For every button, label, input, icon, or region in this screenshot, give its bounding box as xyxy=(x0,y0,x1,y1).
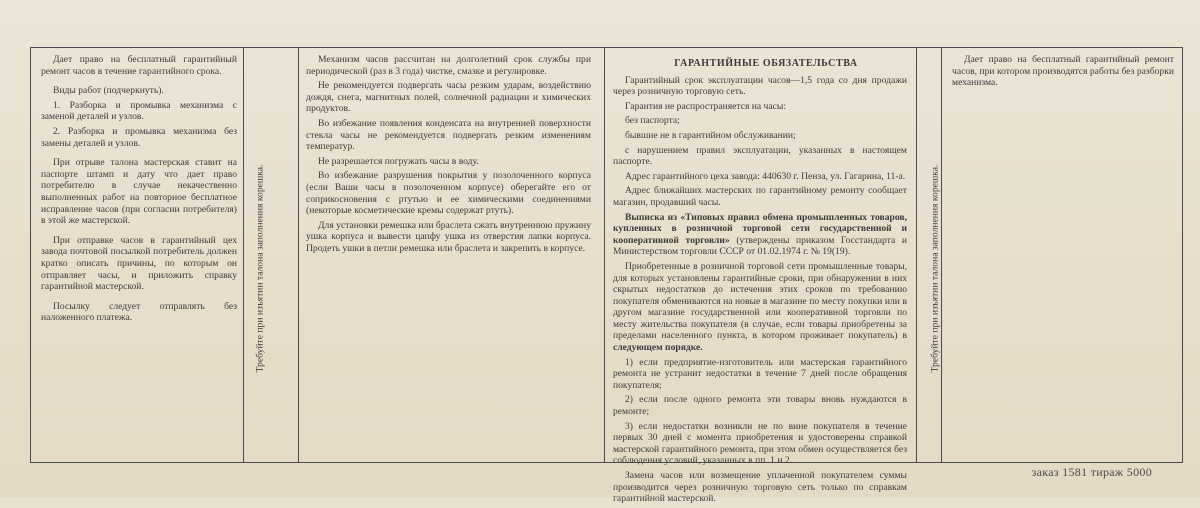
paragraph: 1. Разборка и промывка механизма с заменой деталей и узлов. xyxy=(41,99,237,123)
paragraph xyxy=(613,212,907,258)
paragraph: Не разрешается погружать часы в воду. xyxy=(318,155,479,167)
paragraph: Во избежание появления конденсата на внутренней поверхности стекла часы не рекомендуется подвергать резким изменениям температур. xyxy=(306,117,591,153)
paragraph: 2) если после одного ремонта эти товары вновь нуждаются в ремонте; xyxy=(613,394,907,418)
paragraph: Для установки ремешка или браслета сжать внутреннюю пружину ушка корпуса и вывести цапфу ушка из отверстия лапки корпуса. Продеть ушки в петли ремешка или браслета и закрепить в корпусе. xyxy=(306,219,591,254)
paragraph: Во избежание разрушения покрытия у позолоченного корпуса (если Ваши часы в позолоченном корпусе) оберегайте его от соприкосновения с ртутью и ее химическими соединениями (некоторые косметические кремы содержат ртуть). xyxy=(306,170,591,217)
coupon-column-left xyxy=(41,54,237,327)
paragraph: без паспорта; xyxy=(625,115,680,127)
paragraph: Не рекомендуется подвергать часы резким ударам, воздействию дождя, снега, магнитных полей, солнечной радиации и химических продуктов. xyxy=(306,80,591,115)
care-instructions-column xyxy=(306,54,591,258)
paragraph: Адрес гарантийного цеха завода: 440630 г. Пенза, ул. Гагарина, 11-а. xyxy=(625,170,906,182)
warranty-obligations-column xyxy=(613,58,907,508)
paragraph: с нарушением правил эксплуатации, указанных в настоящем паспорте. xyxy=(613,144,907,168)
extract-heading: Выписка из «Типовых правил обмена промышленных товаров, купленных в розничной торговой сети государственной и кооперативной торговли» xyxy=(613,211,907,246)
paragraph: Адрес ближайших мастерских по гарантийному ремонту сообщает магазин, продавший часы. xyxy=(613,185,907,208)
paragraph: Посылку следует отправлять без наложенного платежа. xyxy=(41,300,237,324)
section-title: ГАРАНТИЙНЫЕ ОБЯЗАТЕЛЬСТВА xyxy=(674,58,858,69)
stub-notice-text: Требуйте при изъятии талона заполнения корешка. xyxy=(254,164,266,372)
paragraph: Дает право на бесплатный гарантийный ремонт часов, при котором производятся работы без разборки механизма. xyxy=(952,54,1174,89)
paragraph: 2. Разборка и промывка механизма без замены деталей и узлов. xyxy=(41,125,237,149)
paragraph: Замена часов или возмещение уплаченной покупателем суммы производится через розничную торговую сеть только по справкам гарантийной мастерской. xyxy=(613,470,907,505)
paragraph: Гарантия не распространяется на часы: xyxy=(625,100,787,112)
paragraph: При отрыве талона мастерская ставит на паспорте штамп и дату что дает право потребителю в случае некачественно выполненных работ на повторное бесплатное исправление часов (при согласии потребителя) в этой же мастерской. xyxy=(41,157,237,227)
paragraph: Гарантийный срок эксплуатации часов—1,5 года со дня продажи через розничную торговую сеть. xyxy=(613,74,907,98)
paragraph: Механизм часов рассчитан на долголетний срок службы при периодической (раз в 3 года) чистке, смазке и регулировке. xyxy=(306,54,591,77)
print-order-info: заказ 1581 тираж 5000 xyxy=(1031,465,1152,479)
paragraph: При отправке часов в гарантийный цех завода почтовой посылкой потребитель должен кратко описать причины, по которым он отправляет часы, и приложить справку гарантийной мастерской. xyxy=(41,234,237,293)
stub-notice-text: Требуйте при изъятии талона заполнения корешка. xyxy=(929,164,941,372)
paragraph xyxy=(613,261,907,354)
column-divider xyxy=(243,48,244,462)
paragraph: бывшие не в гарантийном обслуживании; xyxy=(625,129,796,141)
paragraph: 3) если недостатки возникли не по вине покупателя в течение первых 30 дней с момента приобретения и удостоверены справкой мастерской гарантийного ремонта, при этом обмен осуществляется без соблюдения условий, указанных в пп. 1 и 2. xyxy=(613,420,907,467)
paragraph: Виды работ (подчеркнуть). xyxy=(53,85,164,97)
stub-notice-right xyxy=(928,78,942,458)
exchange-rules: Приобретенные в розничной торговой сети промышленные товары, для которых установлены гарантийные сроки, при обнаружении в них скрытых недостатков до истечения этих сроков по требованию покупателя обмениваются на новые в магазине по месту покупки или в другом магазине государственной или кооперативной торговли по месту жительства покупателя (в случае, если товары приобретены за пределами населенного пункта, в котором проживает покупатель) в xyxy=(613,260,907,342)
paragraph: Дает право на бесплатный гарантийный ремонт часов в течение гарантийного срока. xyxy=(41,54,237,77)
paragraph: 1) если предприятие-изготовитель или мастерская гарантийного ремонта не устранит недостатки в течение 7 дней после обращения покупателя; xyxy=(613,356,907,391)
column-divider xyxy=(604,48,605,462)
coupon-column-right xyxy=(952,54,1174,92)
column-divider xyxy=(298,48,299,462)
column-divider xyxy=(916,48,917,462)
extract-reference: (утверждены приказом Госстандарта и Министерством торговли СССР от 01.02.1974 г. № 19(19). xyxy=(613,234,907,258)
stub-notice-left xyxy=(253,78,267,458)
exchange-order: следующем порядке. xyxy=(613,342,703,354)
